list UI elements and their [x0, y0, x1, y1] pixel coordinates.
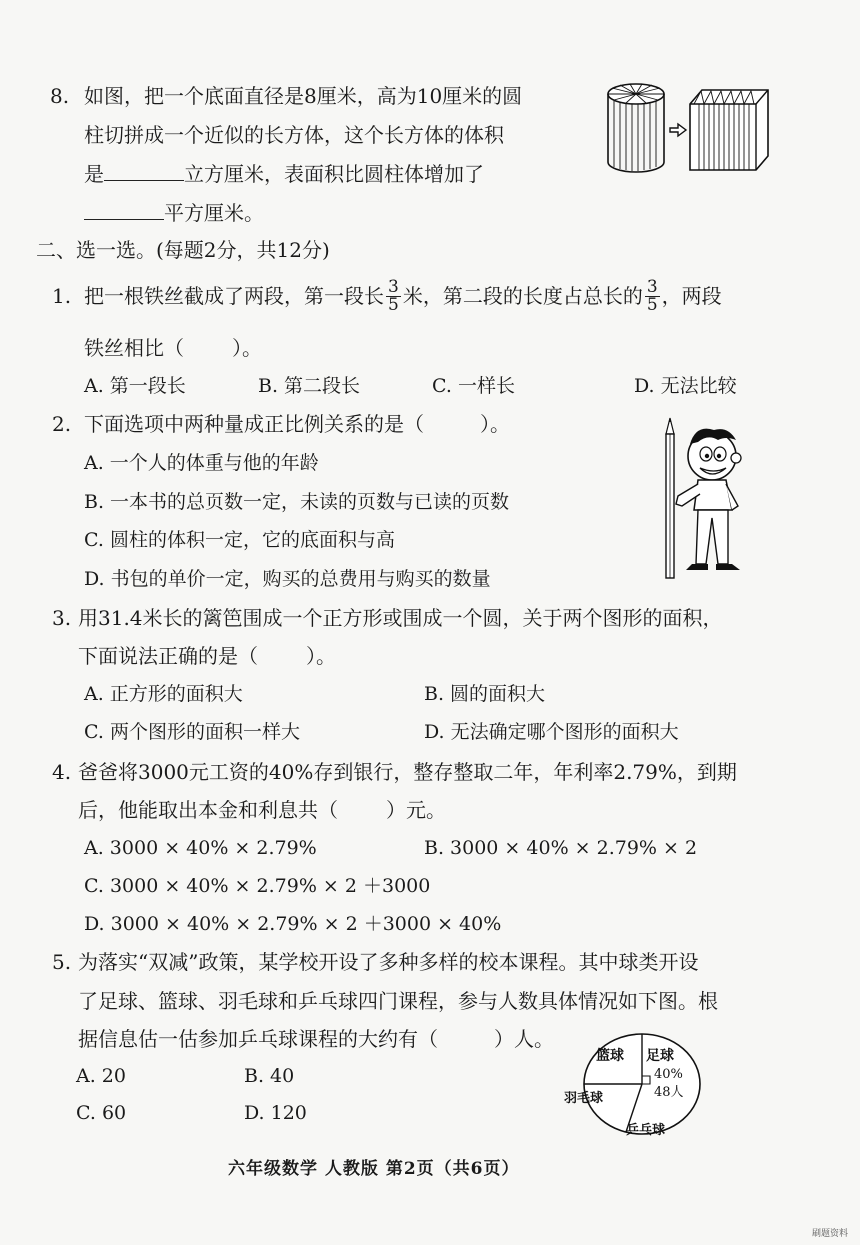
- q1-text-a: 把一根铁丝截成了两段，第一段长: [84, 284, 384, 308]
- pie-label-football-count: 48人: [654, 1085, 684, 1100]
- pie-label-badminton: 羽毛球: [564, 1091, 604, 1106]
- cylinder-icon: [608, 84, 664, 172]
- q8-text-line2: 柱切拼成一个近似的长方体，这个长方体的体积: [84, 123, 504, 147]
- cuboid-icon: [690, 90, 768, 170]
- q3-text-line2: [78, 644, 336, 668]
- q4-line2-a: 后，他能取出本金和利息共（: [78, 798, 338, 822]
- q8-text-line1: 如图，把一个底面直径是8厘米，高为10厘米的圆: [84, 84, 523, 108]
- q1-text-line2: [84, 336, 262, 360]
- q1-number: 1.: [52, 284, 72, 308]
- fraction-numerator: 3: [646, 276, 658, 297]
- q8-text-line4: [84, 201, 264, 225]
- q2-option-d[interactable]: D. 书包的单价一定，购买的总费用与购买的数量: [84, 568, 491, 590]
- q3-option-d[interactable]: D. 无法确定哪个图形的面积大: [424, 721, 679, 743]
- fraction-three-fifths-2: [645, 276, 660, 315]
- fraction-denominator: 5: [646, 294, 658, 315]
- q3-line2-b: ）。: [306, 644, 336, 668]
- q5-line3-a: 据信息估一估参加乒乓球课程的大约有（: [78, 1027, 438, 1051]
- q5-option-b[interactable]: B. 40: [244, 1065, 295, 1087]
- page-footer: 六年级数学 人教版 第2页（共6页）: [228, 1159, 520, 1179]
- q5-line3-b: ）人。: [494, 1027, 554, 1051]
- q4-option-d[interactable]: D. 3000 × 40% × 2.79% × 2 ＋3000 × 40%: [84, 913, 502, 935]
- pie-label-basketball: 篮球: [596, 1048, 624, 1064]
- boy-icon: [676, 429, 741, 570]
- q2-text-b: ）。: [480, 412, 510, 436]
- area-answer-blank[interactable]: [84, 201, 164, 220]
- q4-text-line1: 爸爸将3000元工资的40%存到银行，整存整取二年，年利率2.79%，到期: [78, 760, 737, 784]
- q1-line2-a: 铁丝相比（: [84, 336, 184, 360]
- q8-number: 8.: [50, 84, 70, 108]
- q3-option-c[interactable]: C. 两个图形的面积一样大: [84, 721, 300, 743]
- q4-line2-b: ）元。: [386, 798, 446, 822]
- q1-option-c[interactable]: C. 一样长: [432, 375, 515, 397]
- q4-text-line2: [78, 798, 446, 822]
- q8-text-line3: [84, 162, 484, 186]
- q4-number: 4.: [52, 760, 72, 784]
- q2-option-a[interactable]: A. 一个人的体重与他的年龄: [84, 452, 319, 474]
- section-2-title: 二、选一选。(每题2分，共12分): [36, 238, 330, 262]
- q1-option-a[interactable]: A. 第一段长: [84, 375, 186, 397]
- q3-option-a[interactable]: A. 正方形的面积大: [84, 683, 243, 705]
- q5-option-d[interactable]: D. 120: [244, 1102, 307, 1124]
- volume-answer-blank[interactable]: [104, 162, 184, 181]
- q1-option-b[interactable]: B. 第二段长: [258, 375, 361, 397]
- cylinder-to-cuboid-figure: [602, 80, 772, 178]
- fraction-denominator: 5: [388, 294, 399, 315]
- pie-label-football: 足球: [646, 1048, 674, 1064]
- q8-text-line3-b: 立方厘米，表面积比圆柱体增加了: [184, 162, 484, 186]
- q3-line2-a: 下面说法正确的是（: [78, 644, 258, 668]
- q2-number: 2.: [52, 412, 72, 436]
- q5-number: 5.: [52, 950, 72, 974]
- q1-text-c: ，两段: [661, 284, 722, 308]
- q5-text-line3: [78, 1027, 554, 1051]
- q8-text-line4-a: 平方厘米。: [164, 201, 264, 225]
- q1-option-d[interactable]: D. 无法比较: [634, 375, 737, 397]
- q1-line2-b: ）。: [232, 336, 262, 360]
- ball-course-pie-chart: [558, 1030, 708, 1140]
- q5-option-a[interactable]: A. 20: [76, 1065, 126, 1087]
- q2-text-a: 下面选项中两种量成正比例关系的是（: [84, 412, 424, 436]
- q5-text-line2: 了足球、篮球、羽毛球和乒乓球四门课程，参与人数具体情况如下图。根: [78, 989, 718, 1013]
- q3-option-b[interactable]: B. 圆的面积大: [424, 683, 546, 705]
- q2-option-b[interactable]: B. 一本书的总页数一定，未读的页数与已读的页数: [84, 491, 510, 513]
- arrow-right-icon: [670, 124, 686, 136]
- boy-with-pencil-illustration: [656, 414, 752, 580]
- q1-text-line1: [84, 276, 722, 316]
- q5-option-c[interactable]: C. 60: [76, 1102, 127, 1124]
- q4-option-b[interactable]: B. 3000 × 40% × 2.79% × 2: [424, 837, 698, 859]
- q4-option-c[interactable]: C. 3000 × 40% × 2.79% × 2 ＋3000: [84, 875, 431, 897]
- q2-text: [84, 412, 510, 436]
- q3-text-line1: 用31.4米长的篱笆围成一个正方形或围成一个圆，关于两个图形的面积，: [78, 606, 723, 630]
- q4-option-a[interactable]: A. 3000 × 40% × 2.79%: [84, 837, 317, 859]
- q8-text-line3-a: 是: [84, 162, 104, 186]
- pencil-icon: [666, 418, 674, 578]
- pie-label-football-percent: 40%: [654, 1067, 683, 1082]
- q2-option-c[interactable]: C. 圆柱的体积一定，它的底面积与高: [84, 529, 395, 551]
- q3-number: 3.: [52, 606, 72, 630]
- fraction-three-fifths: [386, 276, 401, 315]
- fraction-numerator: 3: [388, 276, 399, 297]
- q5-text-line1: 为落实“双减”政策，某学校开设了多种多样的校本课程。其中球类开设: [78, 950, 699, 974]
- pie-label-pingpong: 乒乓球: [626, 1123, 666, 1138]
- q1-text-b: 米，第二段的长度占总长的: [402, 284, 643, 308]
- watermark-logo: 刷题资料: [812, 1229, 849, 1239]
